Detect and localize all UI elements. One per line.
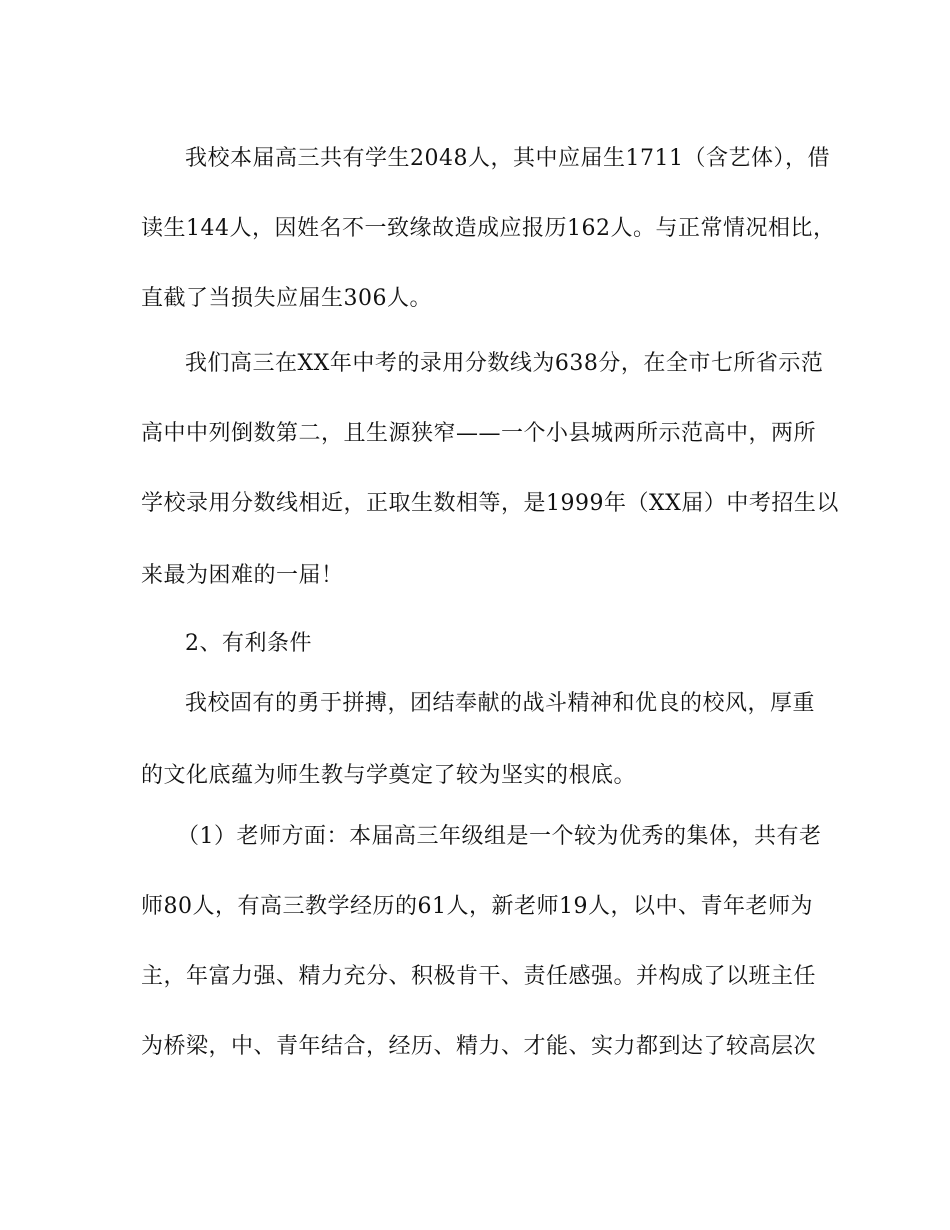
paragraph-line: 直截了当损失应届生306人。	[141, 286, 432, 311]
paragraph-line: （1）老师方面：本届高三年级组是一个较为优秀的集体，共有老	[177, 824, 822, 849]
paragraph-line: 学校录用分数线相近，正取生数相等，是1999年（XX届）中考招生以	[141, 491, 839, 516]
paragraph-line: 师80人，有高三教学经历的61人，新老师19人，以中、青年老师为	[141, 894, 813, 919]
paragraph-line: 我校本届高三共有学生2048人，其中应届生1711（含艺体），借	[185, 146, 830, 171]
paragraph-line: 我们高三在XX年中考的录用分数线为638分，在全市七所省示范	[185, 351, 824, 376]
paragraph-line: 高中中列倒数第二，且生源狭窄——一个小县城两所示范高中，两所	[141, 421, 817, 446]
paragraph-line: 来最为困难的一届！	[141, 563, 344, 588]
paragraph-line: 为桥梁，中、青年结合，经历、精力、才能、实力都到达了较高层次	[141, 1034, 817, 1059]
paragraph-line: 我校固有的勇于拼搏，团结奉献的战斗精神和优良的校风，厚重	[185, 691, 816, 716]
section-heading: 2、有利条件	[185, 631, 312, 656]
paragraph-line: 主，年富力强、精力充分、积极肯干、责任感强。并构成了以班主任	[141, 964, 817, 989]
paragraph-line: 读生144人，因姓名不一致缘故造成应报历162人。与正常情况相比，	[141, 216, 836, 241]
paragraph-line: 的文化底蕴为师生教与学奠定了较为坚实的根底。	[141, 763, 637, 788]
